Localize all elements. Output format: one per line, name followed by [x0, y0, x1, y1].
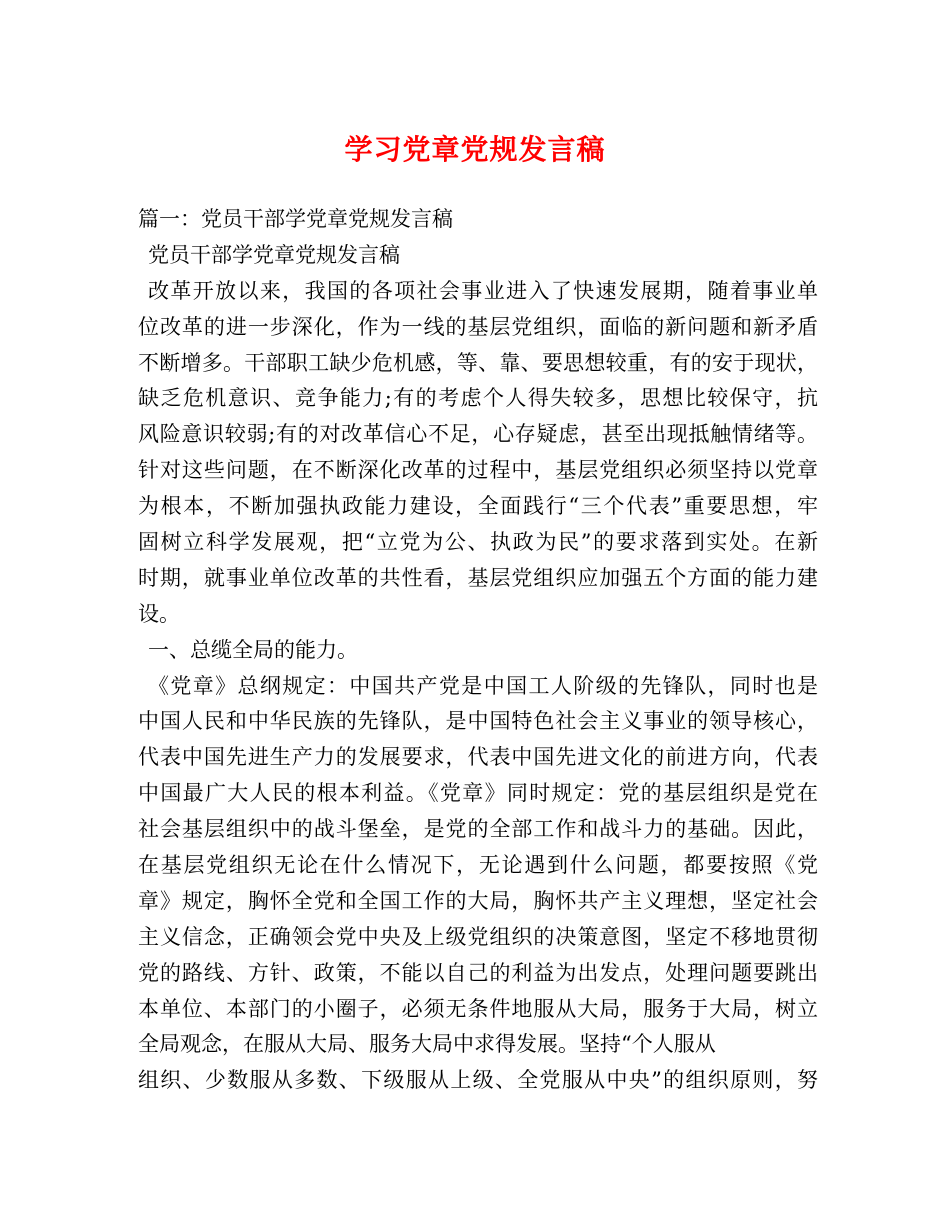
text-line: 为根本，不断加强执政能力建设，全面践行“三个代表”重要思想，牢 [138, 494, 818, 519]
text-line: 设。 [138, 601, 180, 626]
text-line: 全局观念，在服从大局、服务大局中求得发展。坚持“个人服从 [138, 1032, 716, 1057]
text-line: 《党章》总纲规定：中国共产党是中国工人阶级的先锋队，同时也是 [148, 673, 818, 698]
text-line: 缺乏危机意识、竞争能力;有的考虑个人得失较多，思想比较保守，抗 [138, 386, 818, 411]
text-line: 改革开放以来，我国的各项社会事业进入了快速发展期，随着事业单 [148, 278, 818, 303]
text-line: 社会基层组织中的战斗堡垒，是党的全部工作和战斗力的基础。因此， [138, 817, 818, 842]
text-line: 中国人民和中华民族的先锋队，是中国特色社会主义事业的领导核心， [138, 709, 818, 734]
text-line: 代表中国先进生产力的发展要求，代表中国先进文化的前进方向，代表 [138, 745, 818, 770]
text-line: 针对这些问题，在不断深化改革的过程中，基层党组织必须坚持以党章 [138, 458, 818, 483]
text-line: 本单位、本部门的小圈子，必须无条件地服从大局，服务于大局，树立 [138, 996, 818, 1021]
text-line: 时期，就事业单位改革的共性看，基层党组织应加强五个方面的能力建 [138, 565, 818, 590]
text-line: 风险意识较弱;有的对改革信心不足，心存疑虑，甚至出现抵触情绪等。 [138, 422, 818, 447]
text-line: 中国最广大人民的根本利益。《党章》同时规定：党的基层组织是党在 [138, 781, 818, 806]
document-body [138, 202, 818, 1099]
text-line: 固树立科学发展观，把“立党为公、执政为民”的要求落到实处。在新 [138, 530, 818, 555]
text-line: 在基层党组织无论在什么情况下，无论遇到什么问题，都要按照《党 [138, 853, 818, 878]
text-line: 组织、少数服从多数、下级服从上级、全党服从中央”的组织原则，努 [138, 1068, 818, 1093]
text-line: 一、总缆全局的能力。 [148, 637, 358, 662]
text-line: 党的路线、方针、政策，不能以自己的利益为出发点，处理问题要跳出 [138, 960, 818, 985]
text-line: 党员干部学党章党规发言稿 [148, 242, 400, 267]
text-line: 主义信念，正确领会党中央及上级党组织的决策意图，坚定不移地贯彻 [138, 924, 818, 949]
document-title: 学习党章党规发言稿 [344, 133, 606, 166]
text-line: 章》规定，胸怀全党和全国工作的大局，胸怀共产主义理想，坚定社会 [138, 888, 818, 913]
text-line: 位改革的进一步深化，作为一线的基层党组织，面临的新问题和新矛盾 [138, 314, 818, 339]
text-line: 篇一：党员干部学党章党规发言稿 [138, 207, 453, 231]
text-line: 不断增多。干部职工缺少危机感，等、靠、要思想较重，有的安于现状， [138, 350, 818, 375]
